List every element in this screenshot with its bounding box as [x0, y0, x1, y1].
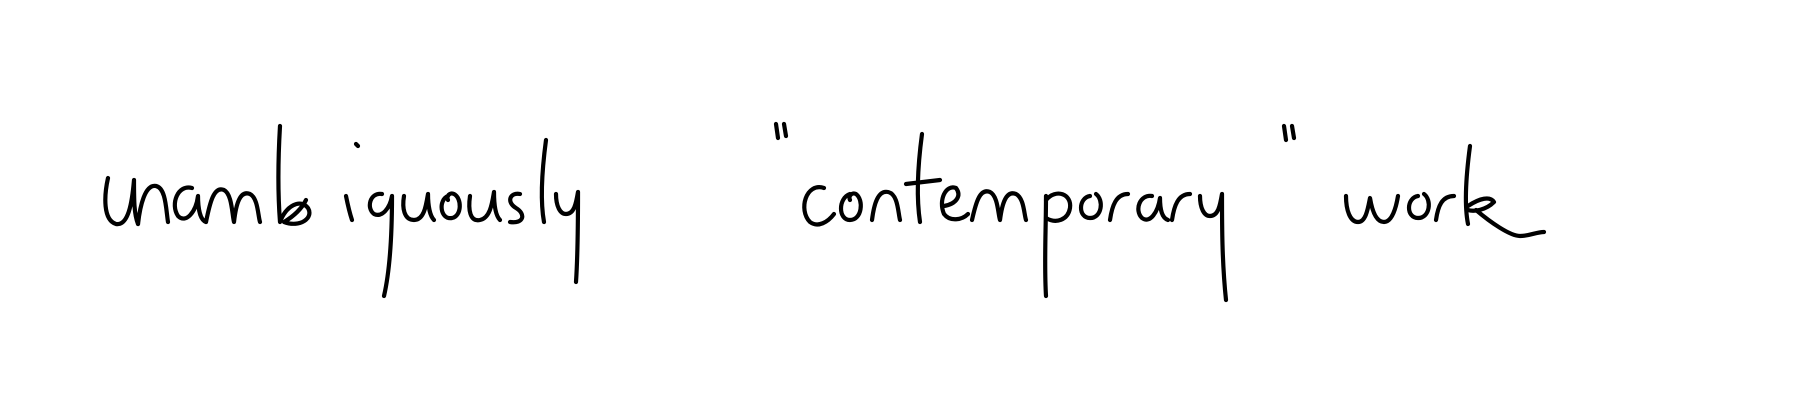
stroke-w1 — [1346, 196, 1398, 222]
stroke-m2 — [972, 191, 1026, 220]
stroke-l1 — [542, 140, 546, 222]
stroke-r1 — [1110, 194, 1128, 220]
stroke-i1 — [346, 196, 352, 220]
stroke-a1 — [175, 187, 206, 222]
stroke-y2 — [1200, 194, 1226, 300]
stroke-a2 — [1138, 196, 1168, 220]
handwritten-word-unambiguously — [105, 126, 578, 296]
stroke-b1 — [279, 126, 310, 224]
stroke-g1 — [370, 194, 392, 296]
stroke-u2 — [403, 194, 434, 220]
handwritten-word-contemporary — [776, 124, 1294, 300]
stroke-c1 — [804, 187, 834, 224]
close-quote-mark-1 — [1284, 126, 1286, 140]
stroke-s1 — [510, 194, 522, 223]
stroke-y1 — [556, 192, 578, 282]
stroke-p1 — [1045, 196, 1046, 296]
stroke-r3 — [1436, 196, 1454, 220]
stroke-t1-bar — [906, 180, 940, 184]
stroke-t1-stem — [918, 134, 922, 222]
stroke-k-leg — [1476, 210, 1544, 236]
stroke-o3 — [1081, 194, 1101, 218]
stroke-k-arm — [1468, 199, 1494, 211]
stroke-n1 — [138, 186, 168, 224]
stroke-r2 — [1172, 194, 1190, 220]
stroke-m1 — [206, 189, 260, 222]
stroke-o2 — [841, 193, 861, 220]
stroke-u1 — [105, 178, 138, 224]
stroke-p1-bowl — [1046, 194, 1070, 221]
close-quote-mark-2 — [1292, 126, 1294, 138]
stroke-e1 — [942, 187, 968, 219]
stroke-u3 — [469, 192, 500, 220]
open-quote-mark-2 — [784, 124, 786, 136]
stroke-n2 — [872, 192, 900, 220]
handwritten-word-work — [1346, 146, 1544, 236]
open-quote-mark-1 — [776, 124, 778, 138]
dot-i1 — [356, 144, 358, 146]
stroke-o1 — [442, 193, 460, 218]
stroke-o4 — [1409, 194, 1429, 218]
